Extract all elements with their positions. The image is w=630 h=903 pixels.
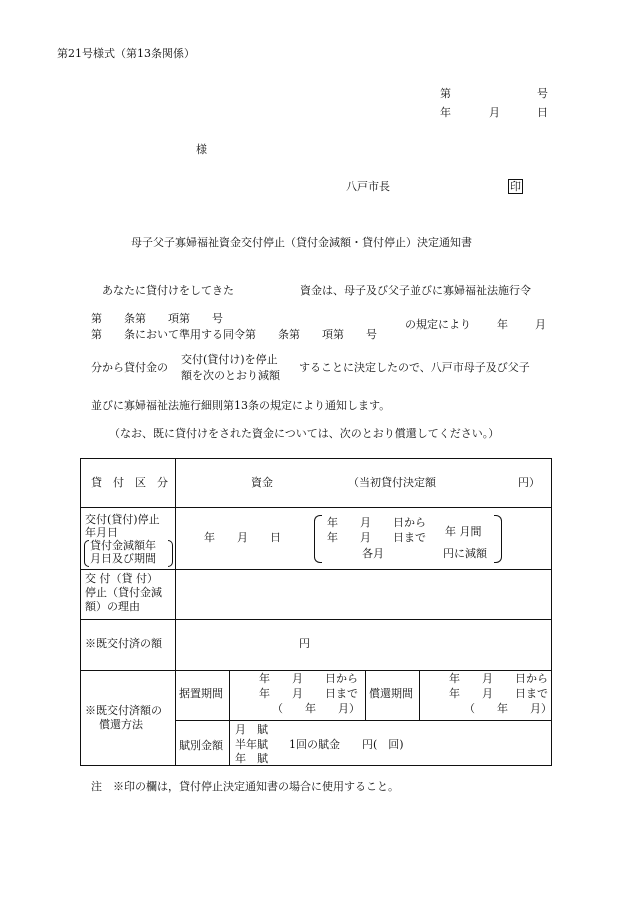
repay-length: （ 年 月） [464, 702, 552, 715]
reduce-from-date: 年 月 日から [327, 516, 426, 529]
table-rule-2 [81, 569, 551, 570]
reduce-to-date: 年 月 日まで [327, 531, 426, 544]
sender-name: 八戸市長 [346, 180, 390, 193]
doc-number-suffix: 号 [537, 87, 548, 100]
table-col-rule-3 [365, 670, 366, 720]
table-col-rule-4 [419, 670, 420, 720]
table-rule-4 [81, 670, 551, 671]
period-paren-right [494, 515, 502, 563]
disbursed-yen: 円 [299, 637, 310, 650]
body-line2-bottom: 第 条において準用する同令第 条第 項第 号 [91, 328, 377, 341]
period-paren-left [314, 515, 322, 563]
body-line3-b: することに決定したので、八戸市母子及び父子 [299, 361, 530, 374]
table-col-rule-2 [229, 670, 230, 765]
row-stop-date-label-4: 月日及び期間 [90, 552, 156, 565]
grace-from: 年 月 日から [259, 672, 358, 685]
body-line2-after: の規定により [405, 318, 471, 331]
body-line3-choice-bottom: 額を次のとおり減額 [181, 369, 280, 382]
stop-date: 年 月 日 [204, 531, 281, 544]
body-line4: 並びに寡婦福祉法施行細則第13条の規定により通知します。 [91, 399, 391, 412]
recipient-suffix: 様 [196, 143, 207, 156]
row-repayment-label-2: 償還方法 [99, 718, 143, 731]
row-reason-label-2: 停止（貸付金減 [85, 586, 162, 599]
initial-amount-label: （当初貸付決定額 [348, 476, 436, 489]
row-repayment-label-1: ※既交付済額の [85, 704, 162, 717]
row-reason-label-3: 額）の理由 [85, 600, 140, 613]
freq-monthly: 月 賦 [235, 723, 268, 736]
footnote: 注 ※印の欄は，貸付停止決定通知書の場合に使用すること。 [91, 780, 399, 793]
row-stop-date-label-1: 交付(貸付)停止 [85, 513, 160, 526]
repayment-note: （なお、既に貸付けをされた資金については、次のとおり償還してください。） [109, 427, 500, 440]
grace-to: 年 月 日まで [259, 687, 358, 700]
per-installment: 1回の賦金 円( 回) [289, 738, 404, 751]
loan-fund-label: 資金 [251, 476, 273, 489]
repay-period-label: 償還期間 [369, 687, 413, 700]
date-day: 日 [537, 106, 548, 119]
seal-mark: 印 [510, 180, 521, 193]
form-id: 第21号様式（第13条関係） [57, 47, 195, 60]
freq-half-year: 半年賦 [235, 738, 268, 751]
reduce-amount: 円に減額 [443, 547, 487, 560]
body-line1-a: あなたに貸付けをしてきた [102, 284, 234, 297]
date-month: 月 [489, 106, 500, 119]
body-line2-top: 第 条第 項第 号 [91, 312, 223, 325]
installment-amount-label: 賦別金額 [179, 739, 223, 752]
grace-period-label: 据置期間 [179, 687, 223, 700]
body-line2-month: 月 [535, 318, 546, 331]
freq-annual: 年 賦 [235, 752, 268, 765]
row-stop-date-label-3: 貸付金減額年 [90, 539, 156, 552]
body-line3-a: 分から貸付金の [91, 361, 168, 374]
label-paren-left [84, 540, 89, 567]
doc-number-prefix: 第 [440, 87, 451, 100]
date-year: 年 [440, 106, 451, 119]
repay-from: 年 月 日から [449, 672, 548, 685]
row-reason-label-1: 交 付（貸 付） [85, 572, 158, 585]
label-paren-right [168, 540, 173, 567]
repay-to: 年 月 日まで [449, 687, 548, 700]
row-stop-date-label-2: 年月日 [85, 526, 118, 539]
decision-table [80, 458, 552, 766]
monthly-label: 各月 [362, 547, 384, 560]
document-title: 母子父子寡婦福祉資金交付停止（貸付金減額・貸付停止）決定通知書 [131, 236, 472, 249]
body-line3-choice-top: 交付(貸付け)を停止 [181, 353, 278, 366]
body-line1-b: 資金は、母子及び父子並びに寡婦福祉法施行令 [300, 284, 531, 297]
body-line2-year: 年 [497, 318, 508, 331]
table-col-rule [175, 459, 176, 765]
table-rule-3 [81, 619, 551, 620]
table-rule-5 [175, 720, 551, 721]
row-loan-category-label: 貸 付 区 分 [91, 476, 168, 489]
initial-amount-yen: 円） [518, 476, 540, 489]
row-disbursed-label: ※既交付済の額 [85, 637, 162, 650]
reduce-period: 年 月間 [445, 525, 482, 538]
table-rule-1 [81, 507, 551, 508]
grace-length: （ 年 月） [272, 702, 360, 715]
